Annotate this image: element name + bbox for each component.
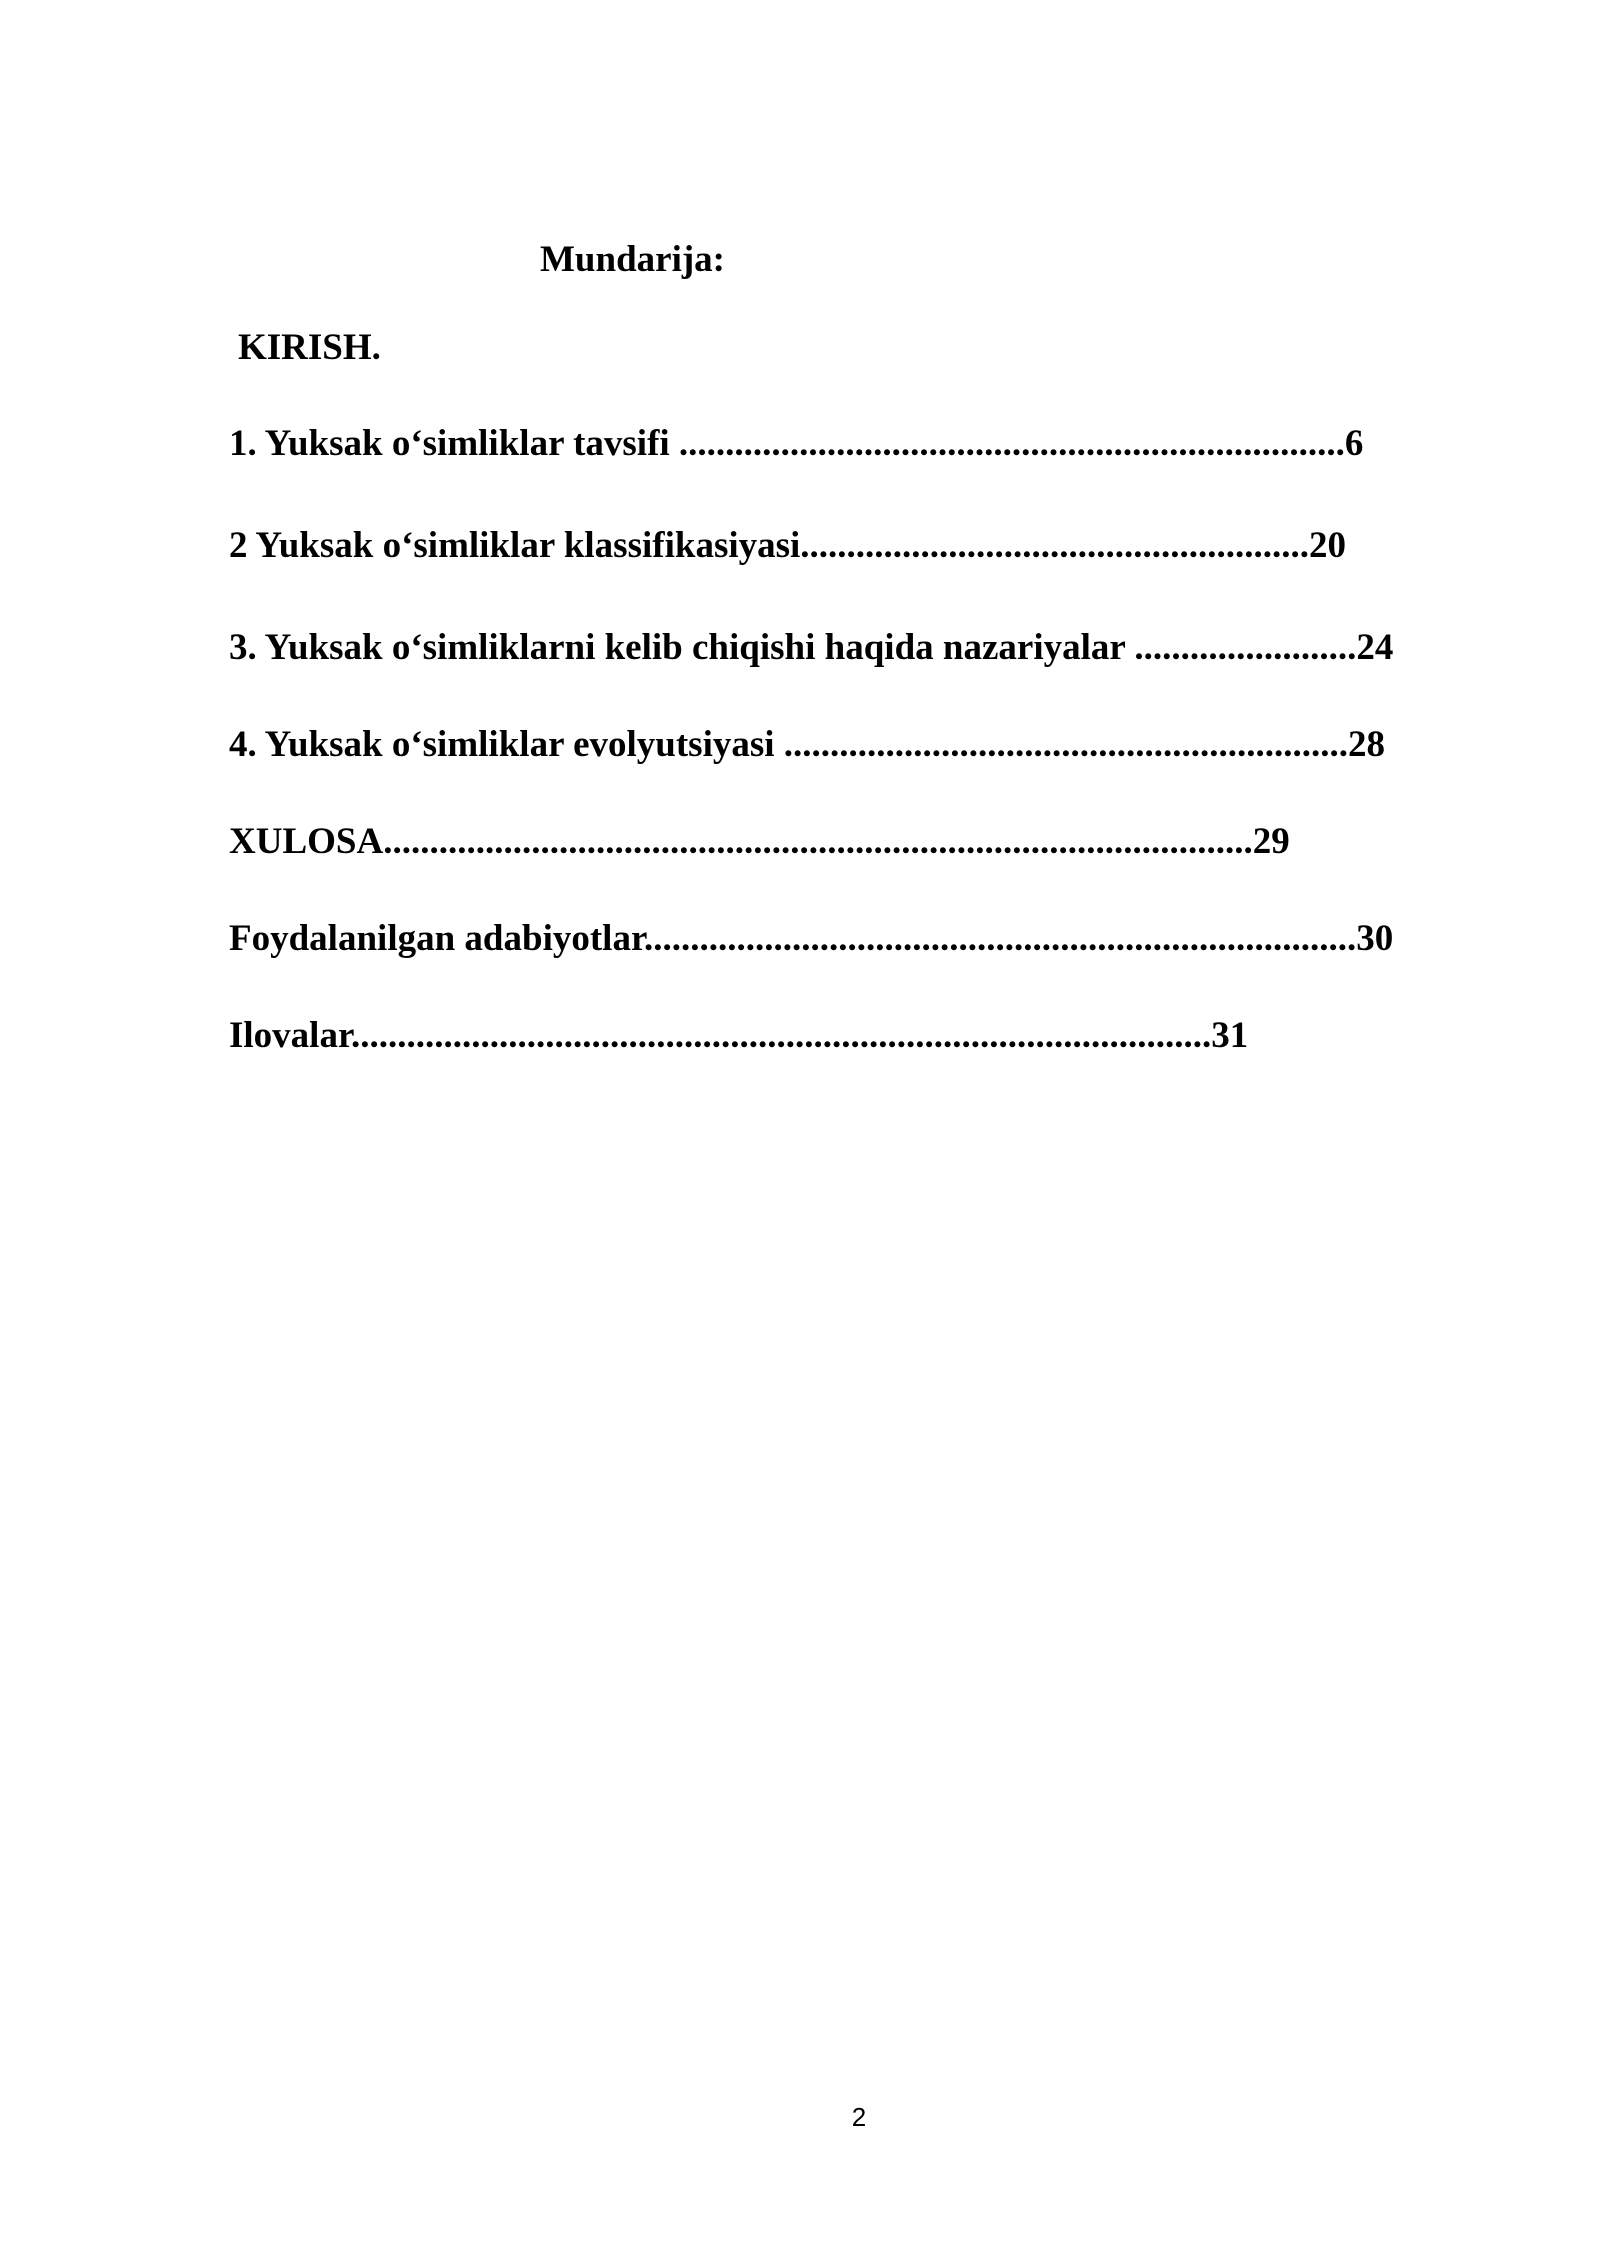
toc-intro-heading: KIRISH.: [238, 327, 381, 368]
toc-entry: Foydalanilgan adabiyotlar.............................................................................30: [229, 918, 1394, 959]
toc-entry: 2 Yuksak o‘simliklar klassifikasiyasi.......................................................20: [229, 525, 1347, 566]
toc-entry: 3. Yuksak o‘simliklarni kelib chiqishi haqida nazariyalar ........................24: [229, 627, 1394, 668]
toc-entry: XULOSA..............................................................................................29: [229, 821, 1290, 862]
page-number: 2: [851, 2102, 867, 2132]
toc-entry: Ilovalar.............................................................................................31: [229, 1015, 1249, 1056]
toc-entry: 4. Yuksak o‘simliklar evolyutsiyasi .............................................................28: [229, 724, 1386, 765]
toc-title: Mundarija:: [540, 239, 725, 280]
toc-entry: 1. Yuksak o‘simliklar tavsifi ........................................................................6: [229, 423, 1364, 464]
